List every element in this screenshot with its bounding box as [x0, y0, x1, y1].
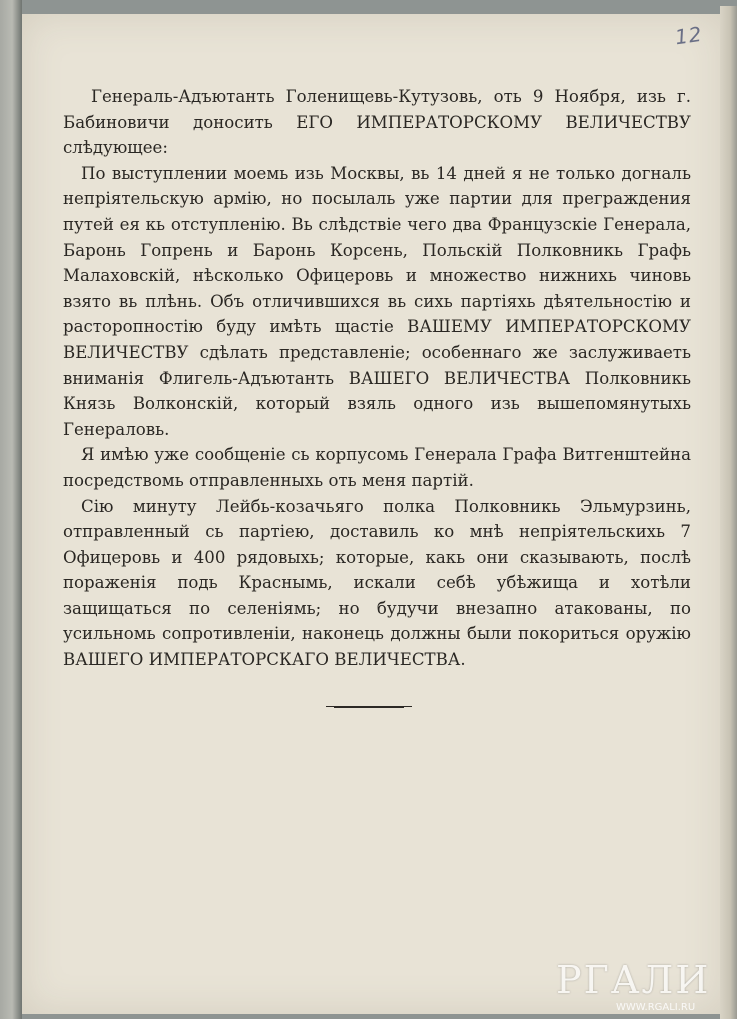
closing-rule: [334, 706, 404, 708]
paragraph-prisoners: Сію минуту Лейбь-козачьяго полка Полковникь Эльмурзинь, отправленный сь партіею, доставиль ко мнѣ непріятельскихь 7 Офицеровь и 400 рядовыхь; которые, какь они сказывають, послѣ пораженія подь Краснымь, искали себѣ убѣжища и хотѣли защищаться по селеніямь; но будучи внезапно атакованы, по усильномь сопротивленіи, наконець должны были покориться оружію ВАШЕГО ИМПЕРАТОРСКАГО ВЕЛИЧЕСТВА.: [63, 496, 691, 670]
archive-url: WWW.RGALI.RU: [616, 1002, 696, 1013]
paragraph-communication: Я имѣю уже сообщеніе сь корпусомь Генерала Графа Витгенштейна посредствомь отправленныхь оть меня партій.: [63, 445, 691, 490]
folio-number: 12: [673, 21, 704, 50]
document-body: [63, 84, 691, 673]
report-intro: Генераль-Адъютанть Голенищевь-Кутузовь, оть 9 Ноября, изь г. Бабиновичи доносить ЕГО ИМПЕРАТОРСКОМУ ВЕЛИЧЕСТВУ слѣдующее:: [63, 87, 691, 158]
binding-edge: [0, 0, 22, 1019]
archive-logo: РГАЛИ: [556, 958, 711, 1002]
paragraph-pursuit: По выступлении моемь изь Москвы, вь 14 дней я не только догналь непріятельскую армію, но посылаль уже партии для преграждения путей ея кь отступленію. Вь слѣдствіе чего два Французскіе Генерала, Баронь Гопрень и Баронь Корсень, Польскій Полковникь Графь Малаховскій, нѣсколько Офицеровь и множество нижнихь чиновь взято вь плѣнь. Объ отличившихся вь сихь партіяхь дѣятельностію и расторопностію буду имѣть щастіе ВАШЕМУ ИМПЕРАТОРСКОМУ ВЕЛИЧЕСТВУ сдѣлать представленіе; особеннаго же заслуживаеть вниманія Флигель-Адъютанть ВАШЕГО ВЕЛИЧЕСТВА Полковникь Князь Волконскій, который взяль одного изь вышепомянутыхь Генераловь.: [63, 163, 691, 439]
page-stack-edge: [720, 6, 737, 1019]
